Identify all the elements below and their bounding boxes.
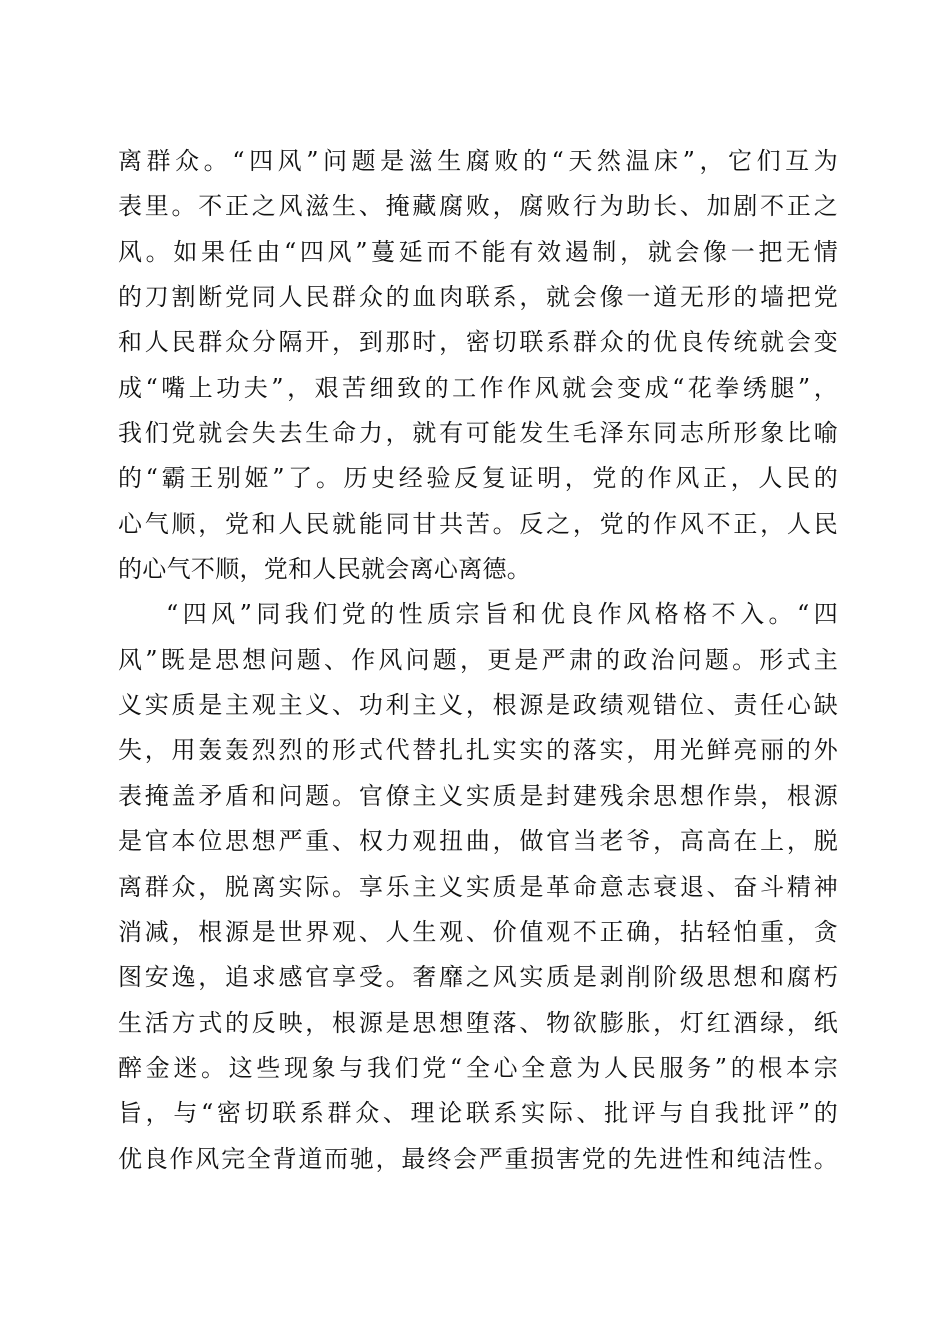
text-line: 图安逸，追求感官享受。奢靡之风实质是剥削阶级思想和腐朽 [118,963,838,992]
text-line: 离群众，脱离实际。享乐主义实质是革命意志衰退、奋斗精神 [118,872,838,901]
text-line: 优良作风完全背道而驰，最终会严重损害党的先进性和纯洁性。 [118,1144,838,1173]
text-line: “四风”同我们党的性质宗旨和优良作风格格不入。“四 [166,600,838,629]
text-line: 生活方式的反映，根源是思想堕落、物欲膨胀，灯红酒绿，纸 [118,1008,838,1037]
text-line: 醉金迷。这些现象与我们党“全心全意为人民服务”的根本宗 [118,1053,838,1082]
text-line: 义实质是主观主义、功利主义，根源是政绩观错位、责任心缺 [118,691,838,720]
text-line: 心气顺，党和人民就能同甘共苦。反之，党的作风不正，人民 [118,509,838,538]
text-line: 的心气不顺，党和人民就会离心离德。 [118,555,532,584]
text-line: 表里。不正之风滋生、掩藏腐败，腐败行为助长、加剧不正之 [118,192,838,221]
text-line: 的刀割断党同人民群众的血肉联系，就会像一道无形的墙把党 [118,283,838,312]
paragraph-2 [118,592,838,1181]
text-line: 离群众。“四风”问题是滋生腐败的“天然温床”，它们互为 [118,147,838,175]
text-line: 成“嘴上功夫”，艰苦细致的工作作风就会变成“花拳绣腿”， [118,373,838,402]
text-line: 失，用轰轰烈烈的形式代替扎扎实实的落实，用光鲜亮丽的外 [118,736,838,765]
text-line: 和人民群众分隔开，到那时，密切联系群众的优良传统就会变 [118,328,838,357]
text-line: 我们党就会失去生命力，就有可能发生毛泽东同志所形象比喻 [118,419,838,448]
paragraph-1 [118,139,838,592]
text-line: 表掩盖矛盾和问题。官僚主义实质是封建残余思想作祟，根源 [118,781,838,810]
text-line: 消减，根源是世界观、人生观、价值观不正确，拈轻怕重，贪 [118,917,838,946]
text-line: 是官本位思想严重、权力观扭曲，做官当老爷，高高在上，脱 [118,827,838,856]
body-text [118,139,838,1182]
text-line: 风”既是思想问题、作风问题，更是严肃的政治问题。形式主 [118,645,838,674]
text-line: 风。如果任由“四风”蔓延而不能有效遏制，就会像一把无情 [118,237,838,266]
text-line: 的“霸王别姬”了。历史经验反复证明，党的作风正，人民的 [118,464,838,493]
text-line: 旨，与“密切联系群众、理论联系实际、批评与自我批评”的 [118,1099,838,1128]
